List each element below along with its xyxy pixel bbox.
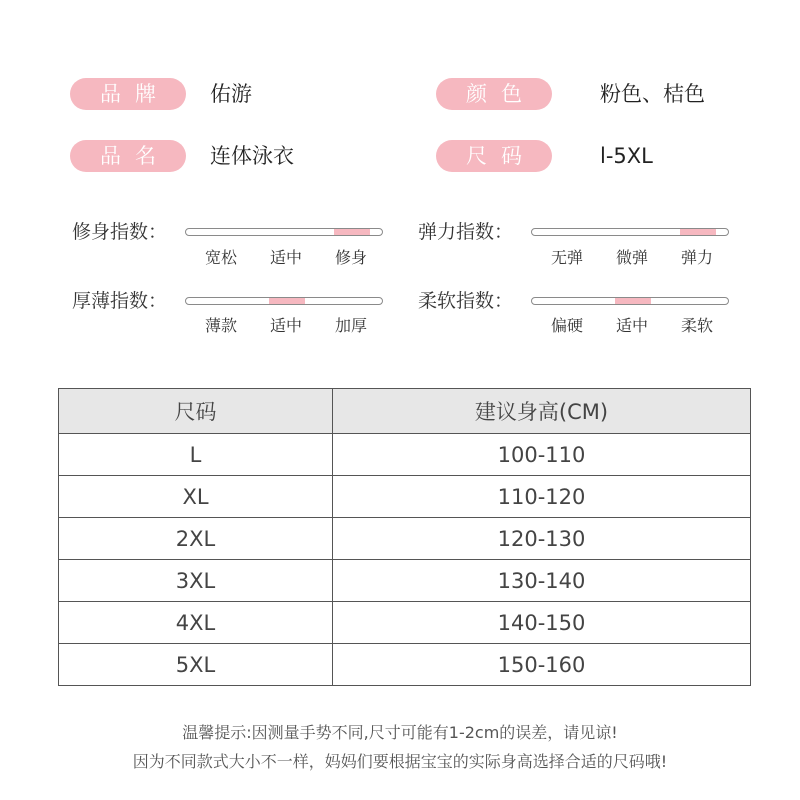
size-label-pill: 尺码 xyxy=(436,140,552,172)
softness-tick-stiff: 偏硬 xyxy=(550,316,583,335)
table-row xyxy=(59,518,751,560)
size-cell: 4XL xyxy=(59,602,333,644)
height-cell: 140-150 xyxy=(333,602,751,644)
brand-value: 佑游 xyxy=(210,82,252,106)
measurement-tip-note: 温馨提示:因测量手势不同,尺寸可能有1-2cm的误差，请见谅! xyxy=(182,723,618,742)
softness-index-ticks xyxy=(531,315,727,337)
thickness-tick-thick: 加厚 xyxy=(334,316,367,335)
elasticity-tick-none: 无弹 xyxy=(550,248,583,267)
size-cell: 5XL xyxy=(59,644,333,686)
elasticity-index-track xyxy=(531,228,729,236)
elasticity-index-label: 弹力指数： xyxy=(418,221,514,243)
table-row xyxy=(59,476,751,518)
size-selection-note: 因为不同款式大小不一样，妈妈们要根据宝宝的实际身高选择合适的尺码哦! xyxy=(132,752,668,771)
color-label-pill: 颜色 xyxy=(436,78,552,110)
elasticity-index-ticks xyxy=(531,247,727,269)
thickness-tick-thin: 薄款 xyxy=(204,316,237,335)
height-cell: 130-140 xyxy=(333,560,751,602)
fit-index-level xyxy=(334,229,370,235)
table-row xyxy=(59,560,751,602)
fit-index-ticks xyxy=(185,247,381,269)
elasticity-tick-slight: 微弹 xyxy=(615,248,648,267)
softness-index-level xyxy=(615,298,651,304)
table-header-row xyxy=(59,389,751,434)
fit-index-label: 修身指数： xyxy=(72,221,168,243)
height-cell: 110-120 xyxy=(333,476,751,518)
softness-tick-soft: 柔软 xyxy=(680,316,713,335)
height-cell: 150-160 xyxy=(333,644,751,686)
header-size: 尺码 xyxy=(59,389,333,434)
size-cell: 3XL xyxy=(59,560,333,602)
height-cell: 100-110 xyxy=(333,434,751,476)
fit-index-track xyxy=(185,228,383,236)
size-range-value: l-5XL xyxy=(600,144,653,168)
table-row xyxy=(59,644,751,686)
table-row xyxy=(59,434,751,476)
softness-index-label: 柔软指数： xyxy=(418,290,514,312)
thickness-index-level xyxy=(269,298,305,304)
size-cell: XL xyxy=(59,476,333,518)
brand-label-pill: 品牌 xyxy=(70,78,186,110)
fit-tick-loose: 宽松 xyxy=(204,248,237,267)
table-row xyxy=(59,602,751,644)
size-chart-table xyxy=(58,388,751,686)
thickness-index-track xyxy=(185,297,383,305)
height-cell: 120-130 xyxy=(333,518,751,560)
size-cell: 2XL xyxy=(59,518,333,560)
name-value: 连体泳衣 xyxy=(210,144,294,168)
thickness-index-label: 厚薄指数： xyxy=(72,290,168,312)
softness-tick-medium: 适中 xyxy=(615,316,648,335)
name-label-pill: 品名 xyxy=(70,140,186,172)
size-cell: L xyxy=(59,434,333,476)
thickness-tick-medium: 适中 xyxy=(269,316,302,335)
elasticity-index-level xyxy=(680,229,716,235)
fit-tick-medium: 适中 xyxy=(269,248,302,267)
elasticity-tick-stretch: 弹力 xyxy=(680,248,713,267)
header-height: 建议身高(CM) xyxy=(333,389,751,434)
softness-index-track xyxy=(531,297,729,305)
thickness-index-ticks xyxy=(185,315,381,337)
fit-tick-slim: 修身 xyxy=(334,248,367,267)
color-value: 粉色、桔色 xyxy=(600,82,705,106)
